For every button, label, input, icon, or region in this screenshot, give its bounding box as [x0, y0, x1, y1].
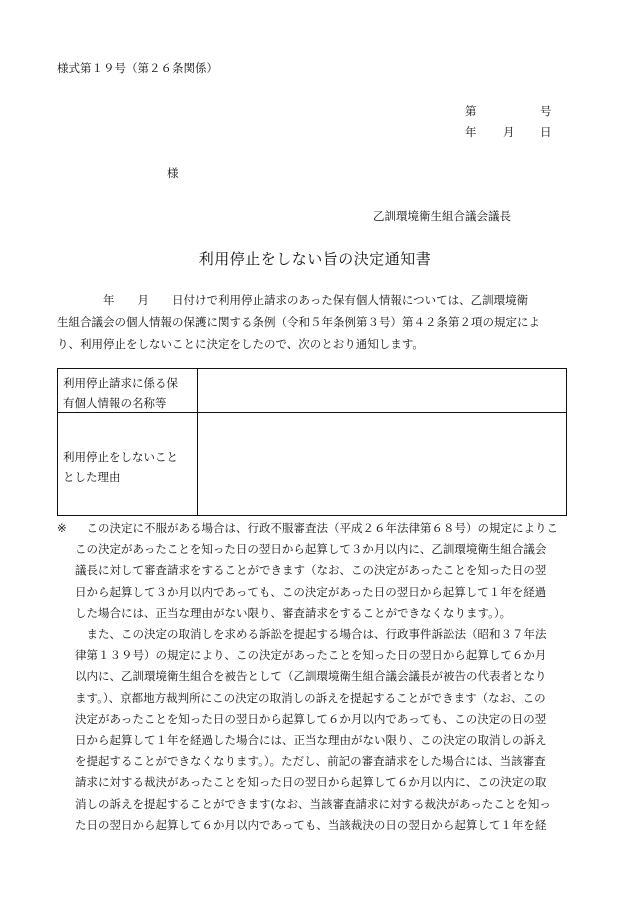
document-title: 利用停止をしない旨の決定通知書	[198, 250, 432, 268]
note-line: 請求に対する裁決があったことを知った日の翌日から起算して６か月以内に、この決定の取	[75, 775, 547, 790]
table-header-label	[63, 447, 178, 487]
note-line: した場合には、正当な理由がない限り、審査請求をすることができなくなります。）。	[75, 605, 512, 620]
intro-line: 生組合議会の個人情報の保護に関する条例（令和５年条例第３号）第４２条第２項の規定によ	[57, 315, 540, 329]
intro-paragraph	[57, 289, 577, 355]
table-row-reason	[58, 412, 566, 515]
table-row-info-name	[58, 369, 566, 413]
recipient-suffix: 様	[167, 166, 179, 180]
table-header-cell	[58, 369, 198, 412]
note-mark: ※	[57, 521, 67, 535]
table-header-label-line: 利用停止をしないこと	[63, 450, 178, 464]
note-line: 日から起算して３か月以内であっても、この決定があった日の翌日から起算して１年を経過	[75, 584, 547, 599]
intro-line: 年 月 日付けで利用停止請求のあった保有個人情報については、乙訓環境衛	[57, 293, 529, 307]
intro-line: り、利用停止をしないことに決定をしたので、次のとおり通知します。	[57, 337, 424, 351]
note-line	[57, 518, 582, 539]
note-line: 以内に、乙訓環境衛生組合を被告として（乙訓環境衛生組合議会議長が被告の代表者となり	[75, 669, 547, 684]
note-line: 日から起算して１年を経過した場合には、正当な理由がない限り、この決定の取消しの訴え	[75, 733, 547, 748]
table-header-label-line: 利用停止請求に係る保	[63, 376, 178, 390]
table-header-label	[63, 373, 178, 413]
table-header-label-line: 有個人情報の名称等	[63, 396, 167, 410]
table-header-label-line: とした理由	[63, 470, 121, 484]
form-number: 様式第１９号（第２６条関係）	[57, 61, 218, 75]
note-line: 消しの訴えを提起することができます(なお、当該審査請求に対する裁決があったことを知っ	[75, 796, 551, 811]
note-line: 律第１３９号）の規定により、この決定があったことを知った日の翌日から起算して６か月	[75, 648, 547, 663]
document-number-label: 第	[465, 104, 477, 118]
date-month-label: 月	[503, 125, 515, 139]
document-number-suffix: 号	[540, 104, 552, 118]
date-year-label: 年	[465, 125, 477, 139]
note-line: を提起することができなくなります。）。ただし、前記の審査請求をした場合には、当該審査	[75, 754, 546, 769]
note-line: 議長に対して審査請求をすることができます（なお、この決定があったことを知った日の翌	[75, 563, 547, 578]
date-day-label: 日	[540, 125, 552, 139]
table-header-cell	[58, 412, 198, 515]
note-line: た日の翌日から起算して６か月以内であっても、当該裁決の日の翌日から起算して１年を経	[75, 817, 547, 832]
appeal-notes	[57, 518, 582, 836]
note-line: 決定があったことを知った日の翌日から起算して６か月以内であっても、この決定の日の翌	[75, 711, 547, 726]
note-line: ます。）、京都地方裁判所にこの決定の取消しの訴えを提起することができます（なお、この	[75, 690, 546, 705]
note-text: この決定に不服がある場合は、行政不服審査法（平成２６年法律第６８号）の規定によりこ	[75, 521, 558, 535]
note-line: また、この決定の取消しを求める訴訟を提起する場合は、行政事件訴訟法（昭和３７年法	[75, 627, 547, 642]
info-table	[57, 368, 567, 516]
note-line: この決定があったことを知った日の翌日から起算して３か月以内に、乙訓環境衛生組合議会	[75, 542, 547, 557]
sender-name: 乙訓環境衛生組合議会議長	[373, 209, 511, 223]
